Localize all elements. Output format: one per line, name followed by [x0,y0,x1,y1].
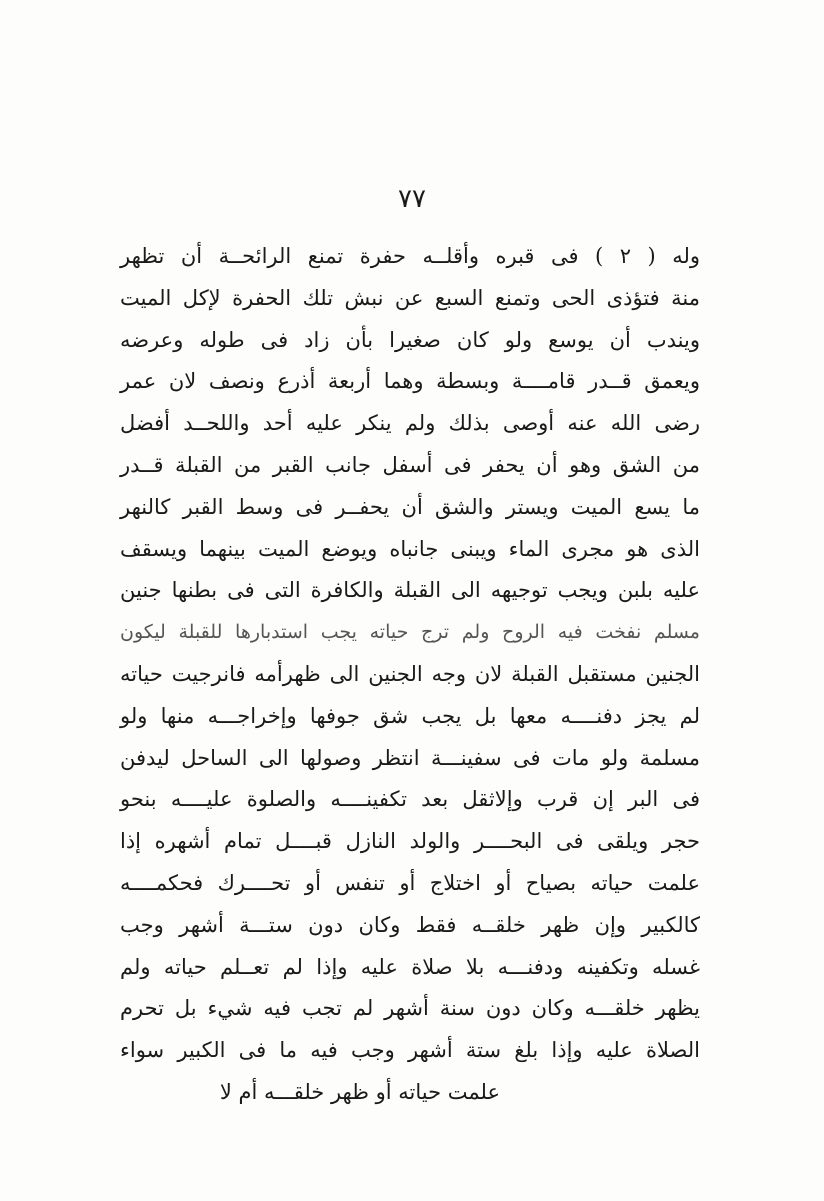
text-line: رضى الله عنه أوصى بذلك ولم ينكر عليه أحد واللحــد أفضل [120,411,700,436]
text-line: غسله وتكفينه ودفنـــه بلا صلاة عليه وإذا لم تعــلم حياته ولم [120,954,700,979]
text-line: مسلمة ولو مات فى سفينـــة انتظر وصولها الى الساحل ليدفن [120,745,700,770]
text-line: عليه بلبن ويجب توجيهه الى القبلة والكافرة التى فى بطنها جنين [120,578,700,603]
text-line: فى البر إن قرب وإلاثقل بعد تكفينــــه والصلوة عليــــه بنحو [120,787,700,812]
text-line: علمت حياته أو ظهر خلقـــه أم لا [219,1079,500,1104]
text-line: ما يسع الميت ويستر والشق أن يحفــر فى وسط القبر كالنهر [120,494,700,519]
text-line: الصلاة عليه وإذا بلغ ستة أشهر وجب فيه ما فى الكبير سواء [120,1038,700,1063]
text-line: من الشق وهو أن يحفر فى أسفل جانب القبر من القبلة قــدر [120,452,700,477]
text-line: وله ( ٢ ) فى قبره وأقلــه حفرة تمنع الرائحــة أن تظهر [120,244,701,268]
text-line: يظهر خلقـــه وكان دون سنة أشهر لم تجب فيه شيء بل تحرم [120,996,700,1021]
text-line: ويعمق قــدر قامــــة وبسطة وهما أربعة أذرع ونصف لان عمر [120,369,700,394]
text-line: علمت حياته بصياح أو اختلاج أو تنفس أو تحــــرك فحكمــــه [120,870,700,895]
text-line: مسلم نفخت فيه الروح ولم ترج حياته يجب استدبارها للقبلة ليكون [120,621,700,644]
text-line: لم يجز دفنــــه معها بل يجب شق جوفها وإخراجـــه منها ولو [120,703,700,728]
page-number: ٧٧ [398,184,426,214]
text-line: ويندب أن يوسع ولو كان صغيرا بأن زاد فى طوله وعرضه [120,327,700,352]
text-line: كالكبير وإن ظهر خلقــه فقط وكان دون ستـــة أشهر وجب [120,912,700,937]
text-line: حجر ويلقى فى البحــــر والولد النازل قبــــل تمام أشهره إذا [120,829,700,854]
text-line: الجنين مستقبل القبلة لان وجه الجنين الى ظهرأمه فانرجيت حياته [120,661,700,686]
text-line: منة فتؤذى الحى وتمنع السبع عن نبش تلك الحفرة لإكل الميت [120,285,700,310]
body-text [120,236,700,1114]
text-line: الذى هو مجرى الماء ويبنى جانباه ويوضع الميت بينهما ويسقف [120,536,700,561]
